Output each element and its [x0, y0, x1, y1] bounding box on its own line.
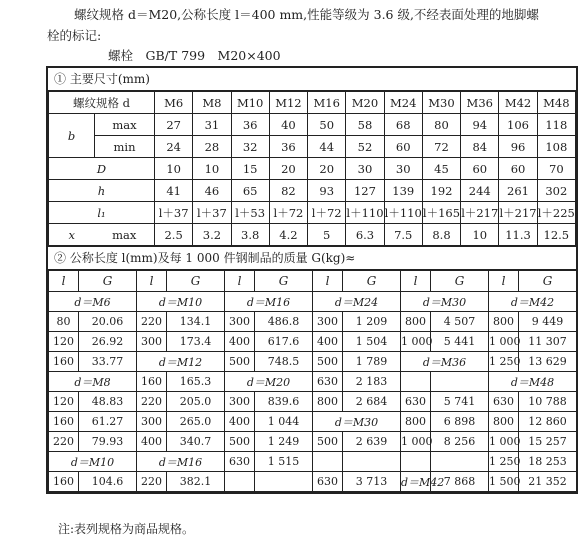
dim-value: 96 — [499, 136, 537, 158]
mass-value: 205.0 — [167, 392, 225, 412]
dim-value: 82 — [269, 180, 307, 202]
dim-symbol: D — [49, 158, 155, 180]
mass-header: G — [343, 271, 401, 292]
section-1-title: ① 主要尺寸(mm) — [48, 68, 576, 91]
size-group-label: d＝M20 — [225, 372, 313, 392]
dim-value: l＋72 — [308, 202, 346, 224]
dim-value: 80 — [422, 114, 460, 136]
mass-value: 79.93 — [79, 432, 137, 452]
mass-value: 11 307 — [519, 332, 577, 352]
dim-value: 10 — [155, 158, 193, 180]
length-header: l — [137, 271, 167, 292]
size-header-cell: M6 — [155, 92, 193, 114]
dim-value: 31 — [193, 114, 231, 136]
mass-value: 748.5 — [255, 352, 313, 372]
dim-subtype: min — [95, 136, 155, 158]
length-value: 300 — [137, 412, 167, 432]
mass-value: 134.1 — [167, 312, 225, 332]
mass-table — [48, 270, 577, 492]
dim-value: 3.2 — [193, 224, 231, 246]
mass-value: 2 639 — [343, 432, 401, 452]
dim-value: 20 — [308, 158, 346, 180]
length-value — [401, 452, 431, 472]
mass-header: G — [79, 271, 137, 292]
size-group-label: d＝M8 — [49, 372, 137, 392]
dimension-table — [48, 91, 576, 246]
length-value — [401, 372, 431, 392]
mass-value: 8 256 — [431, 432, 489, 452]
length-value: 630 — [225, 452, 255, 472]
dim-value: 58 — [346, 114, 384, 136]
size-header-cell: M20 — [346, 92, 384, 114]
dim-symbol: l₁ — [49, 202, 155, 224]
dim-value: 4.2 — [269, 224, 307, 246]
footnote: 注:表列规格为商品规格。 — [58, 522, 195, 536]
dim-value: 139 — [384, 180, 422, 202]
dim-value: 2.5 — [155, 224, 193, 246]
dim-value: l＋110 — [346, 202, 384, 224]
mass-header: G — [167, 271, 225, 292]
length-value: 120 — [49, 332, 79, 352]
mass-header: G — [519, 271, 577, 292]
length-value: 630 — [401, 392, 431, 412]
dim-value: 84 — [461, 136, 499, 158]
dim-value: 108 — [537, 136, 575, 158]
intro-line-1: 螺纹规格 d＝M20,公称长度 l＝400 mm,性能等级为 3.6 级,不经表面处理的地脚螺 — [74, 7, 539, 22]
length-value: 400 — [225, 412, 255, 432]
mass-value: 4 507 — [431, 312, 489, 332]
dim-symbol: b — [49, 114, 95, 158]
mass-value: 1 504 — [343, 332, 401, 352]
length-value: 800 — [489, 412, 519, 432]
length-value: 630 — [313, 372, 343, 392]
length-value: 160 — [49, 412, 79, 432]
size-header-cell: M24 — [384, 92, 422, 114]
mass-value: 12 860 — [519, 412, 577, 432]
mass-value: 10 788 — [519, 392, 577, 412]
length-header: l — [49, 271, 79, 292]
dim-value: 70 — [537, 158, 575, 180]
mass-value: 382.1 — [167, 472, 225, 492]
dim-value: 7.5 — [384, 224, 422, 246]
dim-symbol: x — [49, 224, 95, 246]
size-header-cell: M48 — [537, 92, 575, 114]
dim-value: 10 — [461, 224, 499, 246]
size-group-label: d＝M6 — [49, 292, 137, 312]
size-group-label: d＝M48 — [489, 372, 577, 392]
length-value: 120 — [49, 392, 79, 412]
dim-value: 36 — [231, 114, 269, 136]
length-value — [225, 472, 255, 492]
spec-table — [46, 66, 578, 494]
dim-value: 41 — [155, 180, 193, 202]
mass-value: 7 868 — [431, 472, 489, 492]
dim-value: l＋53 — [231, 202, 269, 224]
mass-value: 265.0 — [167, 412, 225, 432]
mass-value — [431, 452, 489, 472]
dim-value: 261 — [499, 180, 537, 202]
length-value: 400 — [313, 332, 343, 352]
dim-value: l＋217 — [499, 202, 537, 224]
dim-value: 32 — [231, 136, 269, 158]
dim-value: 118 — [537, 114, 575, 136]
mass-value: 15 257 — [519, 432, 577, 452]
length-value: 220 — [137, 392, 167, 412]
mass-value: 2 684 — [343, 392, 401, 412]
dim-value: l＋37 — [155, 202, 193, 224]
size-header-cell: M12 — [269, 92, 307, 114]
dim-value: 40 — [269, 114, 307, 136]
length-value: 220 — [49, 432, 79, 452]
size-group-label: d＝M30 — [401, 292, 489, 312]
dim-value: 68 — [384, 114, 422, 136]
dim-value: 12.5 — [537, 224, 575, 246]
dim-value: 11.3 — [499, 224, 537, 246]
mass-value: 340.7 — [167, 432, 225, 452]
length-value: 800 — [401, 412, 431, 432]
mass-value: 13 629 — [519, 352, 577, 372]
dim-value: 127 — [346, 180, 384, 202]
dim-value: 72 — [422, 136, 460, 158]
dim-value: 302 — [537, 180, 575, 202]
size-group-label: d＝M42 — [489, 292, 577, 312]
dim-value: 192 — [422, 180, 460, 202]
dim-value: 45 — [422, 158, 460, 180]
mass-value — [255, 472, 313, 492]
length-value: 500 — [313, 432, 343, 452]
length-value: 800 — [401, 312, 431, 332]
dim-symbol: h — [49, 180, 155, 202]
dim-value: 6.3 — [346, 224, 384, 246]
intro-line-2: 栓的标记: — [47, 28, 102, 43]
mass-value: 617.6 — [255, 332, 313, 352]
size-group-label: d＝M30 — [313, 412, 401, 432]
length-value: 300 — [225, 312, 255, 332]
dim-value: 10 — [193, 158, 231, 180]
length-value: 160 — [137, 372, 167, 392]
length-value: 500 — [225, 352, 255, 372]
length-value: 500 — [225, 432, 255, 452]
size-group-label: d＝M12 — [137, 352, 225, 372]
intro-text — [47, 4, 578, 46]
mass-value: 486.8 — [255, 312, 313, 332]
length-value: 300 — [137, 332, 167, 352]
mass-value: 48.83 — [79, 392, 137, 412]
mass-value: 1 044 — [255, 412, 313, 432]
length-header: l — [313, 271, 343, 292]
length-value: 800 — [489, 312, 519, 332]
length-value: 1 000 — [489, 432, 519, 452]
dim-value: 3.8 — [231, 224, 269, 246]
length-value: 1 250 — [489, 352, 519, 372]
size-header-cell: M8 — [193, 92, 231, 114]
dim-value: 60 — [384, 136, 422, 158]
length-header: l — [401, 271, 431, 292]
size-group-label: d＝M42 — [401, 472, 431, 492]
mass-value: 1 789 — [343, 352, 401, 372]
dim-value: 5 — [308, 224, 346, 246]
length-value: 1 500 — [489, 472, 519, 492]
mass-value — [431, 372, 489, 392]
mass-value: 6 898 — [431, 412, 489, 432]
dim-value: 94 — [461, 114, 499, 136]
mass-value: 165.3 — [167, 372, 225, 392]
dim-value: 15 — [231, 158, 269, 180]
dim-value: 244 — [461, 180, 499, 202]
size-header-cell: M30 — [422, 92, 460, 114]
length-value: 220 — [137, 312, 167, 332]
dim-value: 28 — [193, 136, 231, 158]
dim-value: l＋37 — [193, 202, 231, 224]
mass-value: 2 183 — [343, 372, 401, 392]
length-value: 300 — [313, 312, 343, 332]
dim-value: 65 — [231, 180, 269, 202]
size-group-label: d＝M10 — [137, 292, 225, 312]
dim-value: 60 — [461, 158, 499, 180]
length-value: 400 — [137, 432, 167, 452]
mass-value: 1 209 — [343, 312, 401, 332]
section-2-title: ② 公称长度 l(mm)及每 1 000 件钢制品的质量 G(kg)≈ — [48, 246, 576, 270]
dim-value: 93 — [308, 180, 346, 202]
length-value: 220 — [137, 472, 167, 492]
mass-value: 1 249 — [255, 432, 313, 452]
dim-value: 27 — [155, 114, 193, 136]
dim-value: 60 — [499, 158, 537, 180]
size-header-cell: M42 — [499, 92, 537, 114]
length-value: 160 — [49, 352, 79, 372]
dim-value: 24 — [155, 136, 193, 158]
mass-value: 1 515 — [255, 452, 313, 472]
mass-value: 839.6 — [255, 392, 313, 412]
length-value: 1 000 — [401, 432, 431, 452]
length-value: 800 — [313, 392, 343, 412]
size-group-label: d＝M16 — [137, 452, 225, 472]
dim-value: 20 — [269, 158, 307, 180]
dim-value: l＋110 — [384, 202, 422, 224]
dim-value: l＋72 — [269, 202, 307, 224]
length-value: 630 — [313, 472, 343, 492]
dim-value: 36 — [269, 136, 307, 158]
mass-header: G — [255, 271, 313, 292]
mass-value: 5 741 — [431, 392, 489, 412]
mass-value: 18 253 — [519, 452, 577, 472]
length-value: 630 — [489, 392, 519, 412]
mass-value: 3 713 — [343, 472, 401, 492]
dim-value: l＋225 — [537, 202, 575, 224]
mass-value: 9 449 — [519, 312, 577, 332]
length-value — [313, 452, 343, 472]
marking-example: 螺栓 GB/T 799 M20×400 — [108, 48, 281, 63]
mass-value: 61.27 — [79, 412, 137, 432]
size-group-label: d＝M36 — [401, 352, 489, 372]
size-header: 螺纹规格 d — [49, 92, 155, 114]
dim-value: 106 — [499, 114, 537, 136]
mass-value — [343, 452, 401, 472]
size-group-label: d＝M24 — [313, 292, 401, 312]
length-value: 500 — [313, 352, 343, 372]
size-header-cell: M36 — [461, 92, 499, 114]
dim-value: l＋165 — [422, 202, 460, 224]
length-value: 300 — [225, 392, 255, 412]
dim-subtype: max — [95, 224, 155, 246]
dim-value: 46 — [193, 180, 231, 202]
length-header: l — [225, 271, 255, 292]
dim-value: l＋217 — [461, 202, 499, 224]
length-value: 1 000 — [489, 332, 519, 352]
size-header-cell: M16 — [308, 92, 346, 114]
length-value: 1 000 — [401, 332, 431, 352]
mass-value: 21 352 — [519, 472, 577, 492]
dim-value: 50 — [308, 114, 346, 136]
mass-value: 33.77 — [79, 352, 137, 372]
length-value: 400 — [225, 332, 255, 352]
dim-value: 30 — [346, 158, 384, 180]
dim-value: 30 — [384, 158, 422, 180]
dim-value: 8.8 — [422, 224, 460, 246]
length-value: 160 — [49, 472, 79, 492]
dim-subtype: max — [95, 114, 155, 136]
mass-value: 173.4 — [167, 332, 225, 352]
mass-value: 5 441 — [431, 332, 489, 352]
size-group-label: d＝M10 — [49, 452, 137, 472]
size-header-cell: M10 — [231, 92, 269, 114]
length-value: 1 250 — [489, 452, 519, 472]
mass-header: G — [431, 271, 489, 292]
mass-value: 26.92 — [79, 332, 137, 352]
dim-value: 44 — [308, 136, 346, 158]
mass-value: 104.6 — [79, 472, 137, 492]
dim-value: 52 — [346, 136, 384, 158]
length-value: 80 — [49, 312, 79, 332]
mass-value: 20.06 — [79, 312, 137, 332]
length-header: l — [489, 271, 519, 292]
size-group-label: d＝M16 — [225, 292, 313, 312]
